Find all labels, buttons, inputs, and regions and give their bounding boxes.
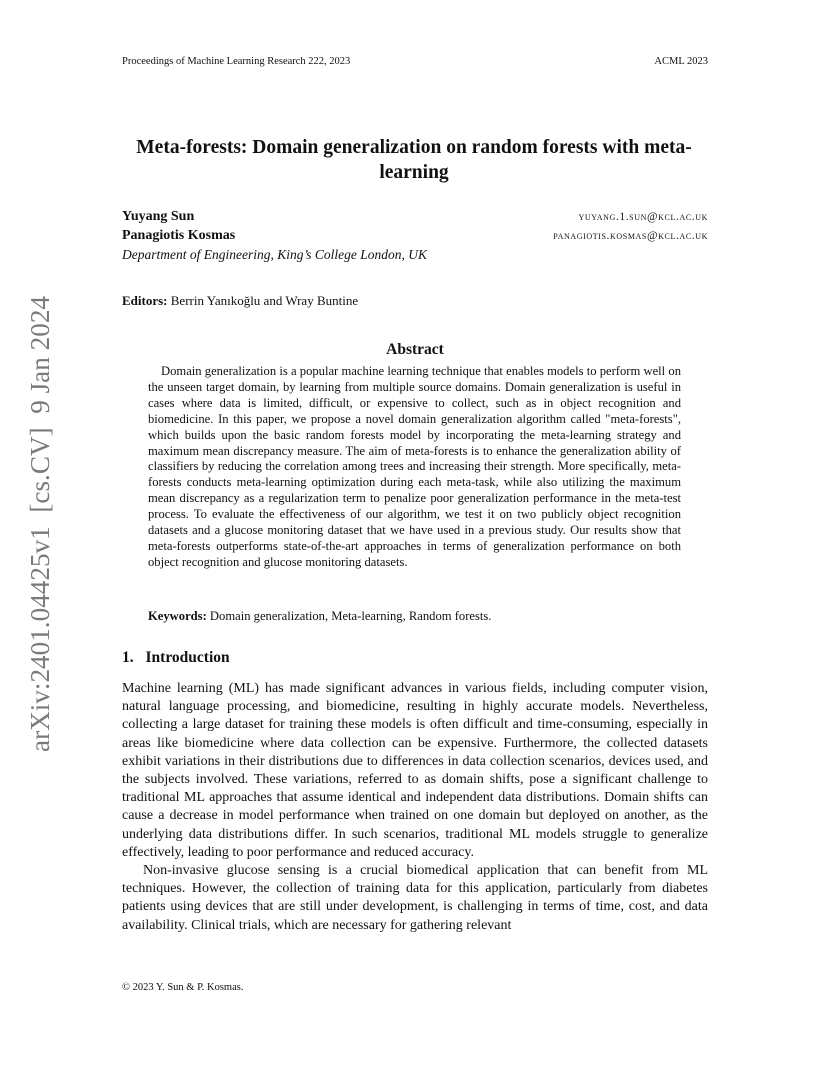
author-email[interactable]: panagiotis.kosmas@kcl.ac.uk <box>553 230 708 242</box>
section-title: Introduction <box>145 649 230 666</box>
paper-title: Meta-forests: Domain generalization on random forests with meta-learning <box>136 137 692 183</box>
editors-label: Editors: <box>122 293 168 308</box>
author-row <box>122 226 708 245</box>
running-head-right: ACML 2023 <box>654 56 708 67</box>
author-name: Panagiotis Kosmas <box>122 228 236 243</box>
section-number: 1. <box>122 649 134 666</box>
editors-names: Berrin Yanıkoğlu and Wray Buntine <box>170 293 359 308</box>
keywords-label: Keywords: <box>148 609 207 623</box>
body-paragraph: Non-invasive glucose sensing is a crucial biomedical application that can benefit from ML techniques. However, the collection of training data for this application, particularly from diabetes patients using devices that are still under development, is challenging in terms of time, cost, and data availability. Clinical trials, which are necessary for gathering relevant <box>122 863 708 933</box>
author-block <box>122 207 708 264</box>
abstract-text: Domain generalization is a popular machine learning technique that enables models to perform well on the unseen target domain, by learning from multiple source domains. Domain generalization is useful in cases where data is limited, difficult, or expensive to collect, such as in object recognition and biomedicine. In this paper, we propose a novel domain generalization algorithm called "meta-forests", which builds upon the basic random forests model by incorporating the meta-learning strategy and maximum mean discrepancy measure. The aim of meta-forests is to enhance the generalization ability of classifiers by reducing the correlation among trees and increasing their strength. More specifically, meta-forests conducts meta-learning optimization during each meta-task, while also utilizing the maximum mean discrepancy as a regularization term to penalize poor generalization performance in the meta-test process. To evaluate the effectiveness of our algorithm, we test it on two publicly object recognition datasets and a glucose monitoring dataset that we have used in a previous study. Our results show that meta-forests outperforms state-of-the-art approaches in terms of generalization performance on both object recognition and glucose monitoring datasets. <box>148 364 681 569</box>
section-heading <box>122 649 230 667</box>
author-row <box>122 207 708 226</box>
editors-line <box>122 293 358 309</box>
author-email[interactable]: yuyang.1.sun@kcl.ac.uk <box>578 211 708 223</box>
body-paragraph: Machine learning (ML) has made significant advances in various fields, including computer vision, natural language processing, and biomedicine, resulting in highly accurate models. Nevertheless, collecting a large dataset for training these models is often difficult and time-consuming, especially in areas like biomedicine where data collection can be expensive. Furthermore, the collected datasets exhibit variations in their distributions due to differences in data collection scenarios, devices used, and the subjects involved. These variations, referred to as domain shifts, pose a significant challenge to traditional ML approaches that assume identical and independent data distributions. Domain shifts can cause a decrease in model performance when trained on one domain but deployed on another, as the underlying data distributions differ. In such scenarios, traditional ML models struggle to generalize effectively, leading to poor performance and reduced accuracy. <box>122 681 708 860</box>
copyright-footer: © 2023 Y. Sun & P. Kosmas. <box>122 982 244 993</box>
affiliation: Department of Engineering, King’s College London, UK <box>122 247 427 262</box>
section-body <box>122 680 708 935</box>
arxiv-stamp-text: arXiv:2401.04425v1 [cs.CV] 9 Jan 2024 <box>25 299 55 752</box>
keywords-line <box>148 609 681 624</box>
abstract-heading: Abstract <box>386 341 444 358</box>
keywords-text: Domain generalization, Meta-learning, Random forests. <box>209 609 492 623</box>
running-head-left: Proceedings of Machine Learning Research 222, 2023 <box>122 56 351 67</box>
arxiv-stamp <box>18 296 58 752</box>
running-head <box>122 56 708 67</box>
author-name: Yuyang Sun <box>122 209 195 224</box>
